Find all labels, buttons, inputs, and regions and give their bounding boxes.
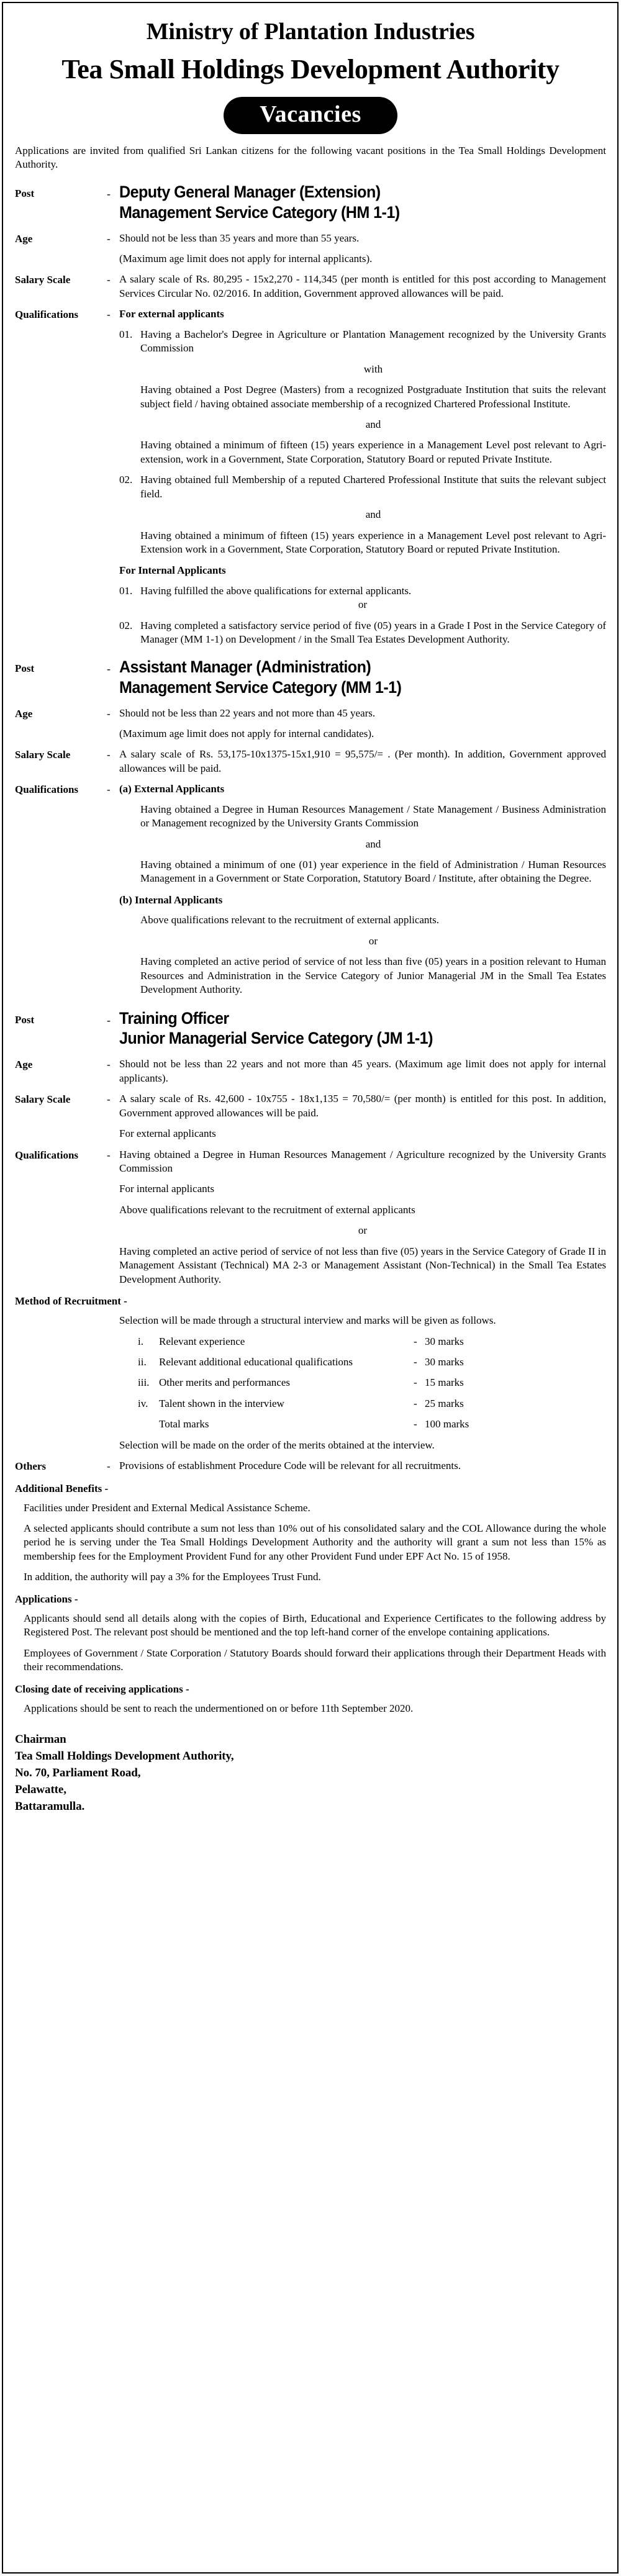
method-heading: Method of Recruitment - (15, 1295, 127, 1308)
internal-qualification-list (119, 584, 606, 598)
signature-area: Pelawatte, (15, 1783, 66, 1796)
salary-row (15, 273, 606, 301)
others-row (15, 1459, 606, 1473)
age-row (15, 232, 606, 266)
age-content (119, 707, 606, 741)
qual-external-text: Having obtained a Degree in Human Resources Management / Agriculture recognized by the University Grants Commission (119, 1148, 606, 1174)
age-dash: - (107, 232, 111, 245)
additional-benefits-body (24, 1501, 606, 1584)
list-item (119, 328, 606, 467)
applications-para: Applicants should send all details along with the copies of Birth, Educational and Experience Certificates to the following address by Registered Post. The relevant post should be mentioned and the top left-hand corner of the envelope containing applications. (24, 1612, 606, 1638)
age-main: Should not be less than 22 years and not more than 45 years. (119, 707, 376, 719)
qual-internal-second: Having completed an active period of service of not less than five (05) years in the Service Category of Grade II in Management Assistant (Technical) MA 2-3 or Management Assistant (Non-Technical) in the Small Tea Estates Development Authority. (119, 1245, 606, 1285)
method-body (119, 1314, 606, 1327)
post-title-line1: Assistant Manager (Administration) (119, 657, 371, 676)
group-body (140, 913, 606, 997)
row-dash: - (414, 1355, 417, 1368)
connector-and: and (365, 508, 381, 521)
row-marks: 25 marks (425, 1397, 464, 1409)
qual-internal-first: Above qualifications relevant to the recruitment of external applicants (119, 1203, 415, 1216)
closing-date-text: Applications should be sent to reach the undermentioned on or before 11th September 2020. (24, 1702, 414, 1714)
group-heading: (b) Internal Applicants (119, 893, 223, 906)
signature-city: Battaramulla. (15, 1799, 85, 1813)
qualifications-row (15, 782, 606, 997)
connector-or: or (368, 934, 378, 947)
connector-or: or (358, 599, 368, 611)
internal-qualification-list-2 (119, 619, 606, 647)
row-numeral: iii. (138, 1376, 150, 1389)
row-criteria: Relevant experience (159, 1335, 245, 1347)
benefit-para: In addition, the authority will pay a 3% for the Employees Trust Fund. (24, 1571, 321, 1583)
row-numeral: i. (138, 1335, 143, 1347)
row-criteria: Other merits and performances (159, 1376, 290, 1389)
row-dash: - (414, 1335, 417, 1347)
vacancies-banner-wrap (15, 97, 606, 134)
closing-date-section (15, 1683, 606, 1715)
table-row (138, 1335, 606, 1349)
salary-label: Salary Scale (15, 1093, 71, 1106)
internal-applicants-heading: For Internal Applicants (119, 564, 226, 577)
row-dash: - (414, 1418, 417, 1430)
age-dash: - (107, 707, 111, 720)
qualifications-row (15, 307, 606, 646)
item-number: 01. (119, 328, 133, 340)
qualifications-label: Qualifications (15, 784, 79, 796)
row-marks: 100 marks (425, 1418, 469, 1430)
signature-authority: Tea Small Holdings Development Authority, (15, 1749, 234, 1763)
age-note: (Maximum age limit does not apply for internal applicants). (119, 253, 373, 264)
post-title-block (119, 182, 606, 223)
row-dash: - (414, 1397, 417, 1409)
post-section-3 (15, 1008, 606, 1287)
qualifications-row (15, 1148, 606, 1287)
method-footer: Selection will be made on the order of the merits obtained at the interview. (119, 1439, 435, 1451)
item-number: 01. (119, 584, 133, 597)
marks-table (138, 1335, 606, 1432)
item-body (140, 619, 606, 647)
post-dash: - (107, 662, 111, 675)
benefit-para: Facilities under President and External Medical Assistance Scheme. (24, 1501, 310, 1514)
group-para: Having obtained a Degree in Human Resources Management / State Management / Business Administration or Management recognized by the University Grants Commission (140, 803, 606, 829)
qualifications-label: Qualifications (15, 1149, 79, 1161)
salary-content (119, 748, 606, 775)
table-row (138, 1355, 606, 1369)
post-title-block (119, 657, 606, 698)
closing-date-heading: Closing date of receiving applications - (15, 1683, 189, 1695)
salary-extra-note: For external applicants (119, 1128, 216, 1140)
others-label: Others (15, 1460, 47, 1473)
group-para: Above qualifications relevant to the recruitment of external applicants. (140, 914, 440, 926)
applications-para: Employees of Government / State Corporation / Statutory Boards should forward their applications through their Department Heads with their recommendations. (24, 1647, 606, 1673)
list-item (119, 619, 606, 647)
post-title-line1: Deputy General Manager (Extension) (119, 182, 381, 201)
list-item (119, 782, 606, 886)
group-heading: (a) External Applicants (119, 783, 225, 795)
salary-row (15, 748, 606, 775)
item-body (140, 473, 606, 556)
item-para: Having obtained a Post Degree (Masters) from a recognized Postgraduate Institution that suits the relevant subject field / having obtained associate membership of a recognized Chartered Professional Institute. (140, 384, 606, 410)
additional-benefits-heading: Additional Benefits - (15, 1482, 109, 1494)
post-title-line1: Training Officer (119, 1008, 229, 1028)
salary-dash: - (107, 274, 111, 286)
salary-row (15, 1092, 606, 1141)
row-marks: 30 marks (425, 1335, 464, 1347)
salary-label: Salary Scale (15, 749, 71, 761)
post-title-line2: Management Service Category (HM 1-1) (119, 202, 400, 222)
row-marks: 15 marks (425, 1376, 464, 1389)
qualifications-dash: - (107, 784, 111, 796)
row-numeral: iv. (138, 1397, 148, 1409)
post-title-block (119, 1008, 606, 1049)
post-title-line2: Management Service Category (MM 1-1) (119, 677, 402, 697)
post-title-row (15, 182, 606, 223)
signature-street: No. 70, Parliament Road, (15, 1766, 141, 1779)
table-row (138, 1397, 606, 1411)
ministry-title: Ministry of Plantation Industries (146, 19, 475, 45)
table-row-total (138, 1417, 606, 1431)
row-criteria: Relevant additional educational qualifications (159, 1355, 353, 1368)
external-qualification-list (119, 328, 606, 557)
connector-with: with (363, 363, 383, 375)
row-criteria: Total marks (159, 1418, 209, 1430)
qualification-groups (119, 782, 606, 997)
salary-label: Salary Scale (15, 274, 71, 286)
post-title-row (15, 1008, 606, 1049)
intro-paragraph: Applications are invited from qualified Sri Lankan citizens for the following vacant positions in the Tea Small Holdings Development Authority. (15, 144, 606, 171)
row-marks: 30 marks (425, 1355, 464, 1368)
qualifications-label: Qualifications (15, 309, 79, 321)
qualifications-dash: - (107, 1149, 111, 1161)
salary-text: A salary scale of Rs. 42,600 - 10x755 - 18x1,135 = 70,580/= (per month) is entitled for this post. In addition, Government approved allowances will be paid. (119, 1093, 606, 1119)
vacancies-banner: Vacancies (224, 97, 397, 134)
connector-and: and (365, 838, 381, 850)
item-body (140, 328, 606, 467)
salary-text: A salary scale of Rs. 80,295 - 15x2,270 - 114,345 (per month is entitled for this post according to Management Services Circular No. 02/2016. In addition, Government approved allowances will be paid. (119, 273, 606, 299)
post-label: Post (15, 662, 35, 674)
applications-heading: Applications - (15, 1593, 78, 1605)
group-body (140, 803, 606, 886)
salary-content (119, 1092, 606, 1141)
others-dash: - (107, 1460, 111, 1473)
group-para: Having completed an active period of service of not less than five (05) years in a position relevant to Human Resources and Administration in the Service Category of Junior Managerial JM in the Small Tea Estates Development Authority. (140, 956, 606, 996)
age-row (15, 1057, 606, 1085)
method-of-recruitment-section (15, 1295, 606, 1452)
item-body (140, 584, 606, 598)
qualifications-dash: - (107, 309, 111, 321)
table-row (138, 1376, 606, 1390)
age-row (15, 707, 606, 741)
method-intro: Selection will be made through a structural interview and marks will be given as follows. (119, 1314, 496, 1327)
age-main: Should not be less than 35 years and more than 55 years. (119, 232, 360, 244)
list-item (119, 893, 606, 997)
item-para: Having completed a satisfactory service period of five (05) years in a Grade I Post in the Service Category of Manager (MM 1-1) on Development / in the Small Tea Estates Development Authority. (140, 619, 606, 646)
qual-internal-heading: For internal applicants (119, 1183, 214, 1195)
others-text: Provisions of establishment Procedure Code will be relevant for all recruitments. (119, 1460, 461, 1472)
post-dash: - (107, 187, 111, 200)
list-item (119, 584, 606, 598)
row-numeral: ii. (138, 1355, 147, 1368)
qualifications-content (119, 782, 606, 997)
applications-section (15, 1593, 606, 1674)
qualifications-content (119, 307, 606, 646)
additional-benefits-section (15, 1483, 606, 1584)
age-dash: - (107, 1059, 111, 1071)
age-main: Should not be less than 22 years and not more than 45 years. (Maximum age limit does not apply for internal applicants). (119, 1058, 606, 1084)
item-para: Having a Bachelor's Degree in Agriculture or Plantation Management recognized by the University Grants Commission (140, 328, 606, 355)
post-section-1 (15, 182, 606, 647)
post-dash: - (107, 1013, 111, 1026)
method-footer-wrap (119, 1439, 606, 1452)
age-content (119, 1057, 606, 1085)
authority-title: Tea Small Holdings Development Authority (61, 53, 560, 84)
salary-dash: - (107, 1093, 111, 1106)
age-note: (Maximum age limit does not apply for internal candidates). (119, 727, 374, 739)
salary-content (119, 273, 606, 301)
item-number: 02. (119, 619, 133, 631)
masthead (15, 19, 606, 134)
row-criteria: Talent shown in the interview (159, 1397, 284, 1409)
item-para: Having fulfilled the above qualifications for external applicants. (140, 584, 412, 597)
age-label: Age (15, 1059, 33, 1071)
item-para: Having obtained a minimum of fifteen (15) years experience in a Management Level post relevant to Agri-Extension work in a Government, State Corporation, Statutory Board or reputed Private Institution. (140, 529, 606, 555)
post-title-row (15, 657, 606, 698)
age-label: Age (15, 707, 33, 720)
signature-block (15, 1732, 606, 1815)
applications-body (24, 1612, 606, 1674)
external-applicants-heading: For external applicants (119, 308, 224, 320)
post-label: Post (15, 187, 35, 199)
list-item (119, 473, 606, 556)
salary-dash: - (107, 749, 111, 761)
connector-and: and (365, 418, 381, 430)
post-section-2 (15, 657, 606, 997)
signature-title: Chairman (15, 1732, 66, 1746)
others-content (119, 1459, 606, 1473)
item-para: Having obtained a minimum of fifteen (15) years experience in a Management Level post relevant to Agri-extension, work in a Government, State Corporation, Statutory Board or reputed Private Institute. (140, 439, 606, 465)
connector-or: or (358, 1224, 368, 1237)
row-dash: - (414, 1376, 417, 1389)
qualifications-content (119, 1148, 606, 1287)
salary-text: A salary scale of Rs. 53,175-10x1375-15x1,910 = 95,575/= . (Per month). In addition, Government approved allowances will be paid. (119, 748, 606, 774)
group-para: Having obtained a minimum of one (01) year experience in the field of Administration / Human Resources Management in a Government or State Corporation, Statutory Board / Institute, after obtaining the Degree. (140, 859, 606, 885)
benefit-para: A selected applicants should contribute a sum not less than 10% out of his consolidated salary and the COL Allowance during the whole period he is serving under the Tea Small Holdings Development Authority and the authority will grant a sum not less than 15% as membership fees for the Employment Provident Fund for any other Provident Fund under EPF Act No. 15 of 1958. (24, 1522, 606, 1562)
item-para: Having obtained full Membership of a reputed Chartered Professional Institute that suits the relevant subject field. (140, 474, 606, 500)
closing-date-body (24, 1702, 606, 1715)
post-title-line2: Junior Managerial Service Category (JM 1-1) (119, 1029, 433, 1048)
item-number: 02. (119, 474, 133, 486)
age-label: Age (15, 232, 33, 245)
age-content (119, 232, 606, 266)
post-label: Post (15, 1013, 35, 1026)
